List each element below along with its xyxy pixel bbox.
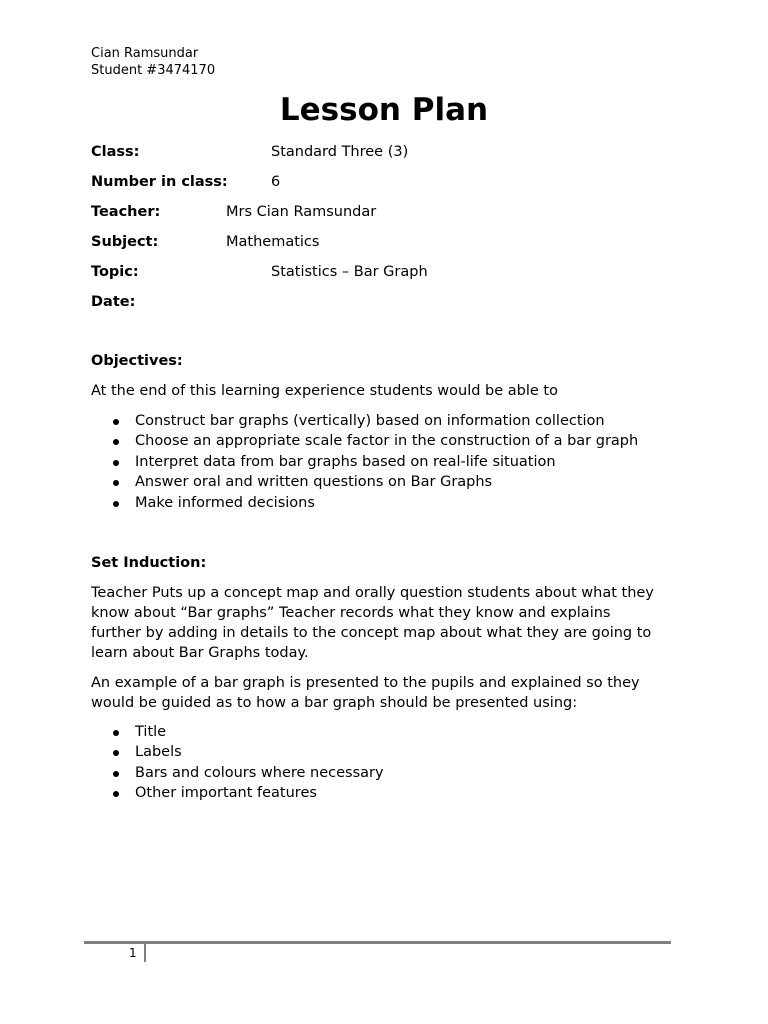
bullet-icon [113, 480, 119, 486]
bullet-icon [113, 750, 119, 756]
set-induction-paragraph-1: Teacher Puts up a concept map and orally question students about what they know about “Bar graphs” Teacher records what they know and explains further by adding in details to the concept map about what they are going to learn about Bar Graphs today. [91, 585, 654, 661]
list-item: Labels [91, 742, 384, 762]
number-in-class-label: Number in class: [91, 174, 228, 190]
bullet-icon [113, 439, 119, 445]
author-name: Cian Ramsundar [91, 46, 199, 61]
topic-value: Statistics – Bar Graph [271, 264, 428, 280]
presentation-features-list [91, 722, 384, 804]
bullet-icon [113, 419, 119, 425]
list-item: Title [91, 722, 384, 742]
set-induction-paragraph-2: An example of a bar graph is presented to the pupils and explained so they would be guided as to how a bar graph should be presented using: [91, 675, 640, 711]
objectives-heading: Objectives: [91, 353, 183, 369]
bullet-icon [113, 791, 119, 797]
list-item: Answer oral and written questions on Bar Graphs [91, 472, 638, 492]
page-number: 1 [129, 946, 137, 960]
list-item: Other important features [91, 783, 384, 803]
subject-value: Mathematics [226, 234, 320, 250]
date-label: Date: [91, 294, 136, 310]
bullet-icon [113, 460, 119, 466]
objectives-list [91, 411, 638, 513]
student-number: Student #3474170 [91, 63, 216, 78]
teacher-label: Teacher: [91, 204, 161, 220]
list-item: Choose an appropriate scale factor in the construction of a bar graph [91, 431, 638, 451]
subject-label: Subject: [91, 234, 159, 250]
list-item: Construct bar graphs (vertically) based on information collection [91, 411, 638, 431]
class-value: Standard Three (3) [271, 144, 409, 160]
bullet-icon [113, 501, 119, 507]
document-title: Lesson Plan [279, 92, 489, 128]
topic-label: Topic: [91, 264, 139, 280]
objectives-intro: At the end of this learning experience students would be able to [91, 383, 558, 399]
number-in-class-value: 6 [271, 174, 281, 190]
list-item: Make informed decisions [91, 493, 638, 513]
teacher-value: Mrs Cian Ramsundar [226, 204, 377, 220]
list-item: Bars and colours where necessary [91, 763, 384, 783]
footer-divider [84, 941, 671, 944]
bullet-icon [113, 771, 119, 777]
set-induction-heading: Set Induction: [91, 555, 207, 571]
class-label: Class: [91, 144, 140, 160]
list-item: Interpret data from bar graphs based on real-life situation [91, 452, 638, 472]
page-number-divider [144, 944, 146, 962]
bullet-icon [113, 730, 119, 736]
